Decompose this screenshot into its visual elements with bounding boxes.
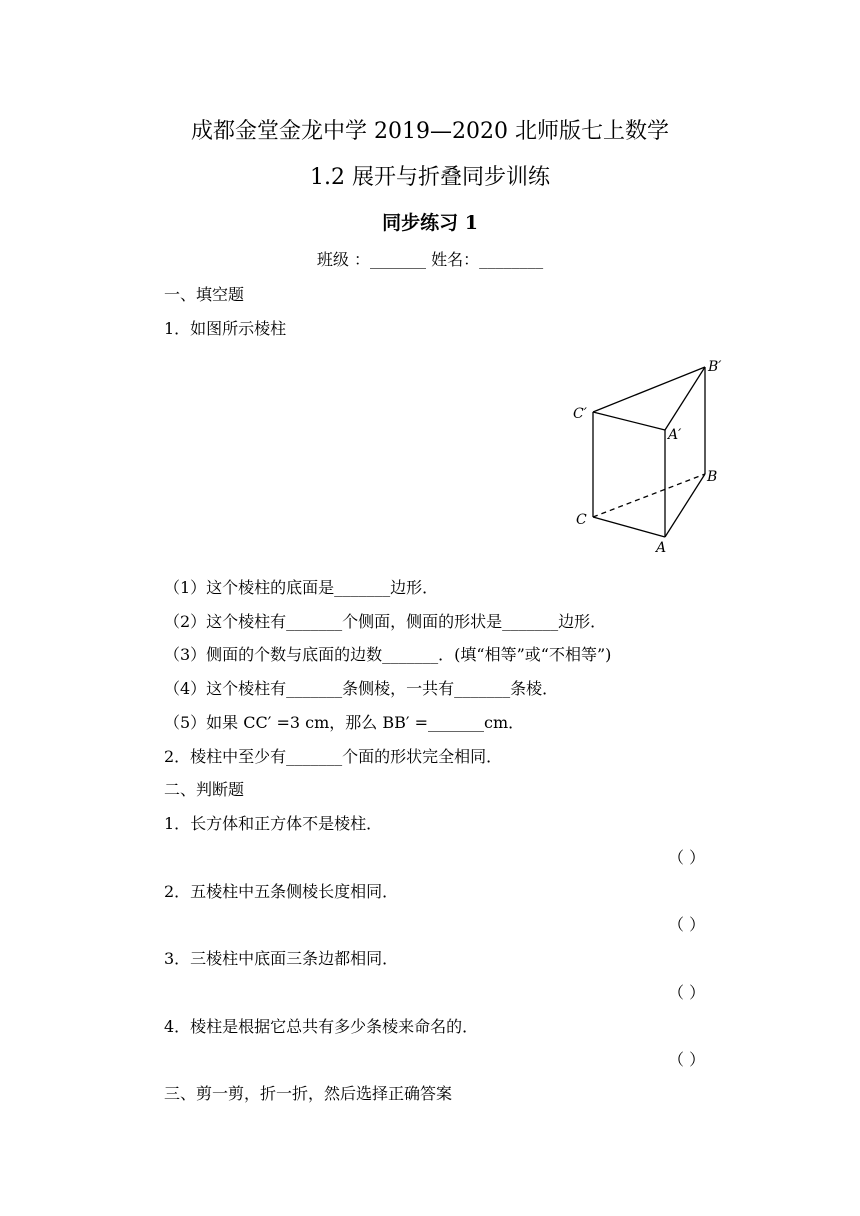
sub-question-2: （2）这个棱柱有_______个侧面，侧面的形状是_______边形． (164, 612, 607, 631)
edge-c-b-hidden (593, 474, 705, 517)
sub-question-4: （4）这个棱柱有_______条侧棱，一共有_______条棱． (164, 679, 559, 698)
sub-question-1: （1）这个棱柱的底面是_______边形． (164, 578, 439, 597)
sub-question-3: （3）侧面的个数与底面的边数_______．(填“相等”或“不相等”) (164, 645, 612, 664)
judge-answer-4[interactable]: （ ） (668, 1050, 706, 1069)
judge-answer-3[interactable]: （ ） (668, 983, 706, 1002)
class-name-line: 班级 ：_______ 姓名：________ (316, 250, 544, 269)
sub-question-5: （5）如果 CC′ =3 cm，那么 BB′ =_______cm． (164, 713, 525, 732)
section3-heading: 三、剪一剪，折一折，然后选择正确答案 (164, 1084, 453, 1103)
label-c: C (576, 512, 587, 528)
label-a: A (656, 540, 667, 556)
prism-figure (560, 350, 740, 560)
question-1: 1．如图所示棱柱 (164, 319, 287, 338)
question-2: 2．棱柱中至少有_______个面的形状完全相同． (164, 747, 503, 766)
edge-bprime-aprime (665, 367, 705, 430)
judge-item-4: 4．棱柱是根据它总共有多少条棱来命名的． (164, 1017, 479, 1036)
doc-title-line3: 同步练习 1 (382, 212, 478, 234)
label-a-prime: A′ (668, 427, 682, 443)
section1-heading: 一、填空题 (164, 285, 245, 304)
edge-a-b (665, 474, 705, 537)
judge-answer-2[interactable]: （ ） (668, 915, 706, 934)
edge-cprime-bprime (593, 367, 705, 412)
doc-title-line2: 1.2 展开与折叠同步训练 (310, 165, 550, 190)
section2-heading: 二、判断题 (164, 780, 245, 799)
edge-cprime-aprime (593, 412, 665, 430)
label-c-prime: C′ (573, 406, 587, 422)
judge-answer-1[interactable]: （ ） (668, 848, 706, 867)
judge-item-1: 1．长方体和正方体不是棱柱． (164, 814, 383, 833)
label-b: B (707, 469, 718, 485)
judge-item-3: 3．三棱柱中底面三条边都相同． (164, 949, 399, 968)
doc-title-line1: 成都金堂金龙中学 2019—2020 北师版七上数学 (191, 119, 669, 144)
label-b-prime: B′ (708, 359, 722, 375)
edge-c-a (593, 517, 665, 537)
judge-item-2: 2．五棱柱中五条侧棱长度相同． (164, 882, 399, 901)
